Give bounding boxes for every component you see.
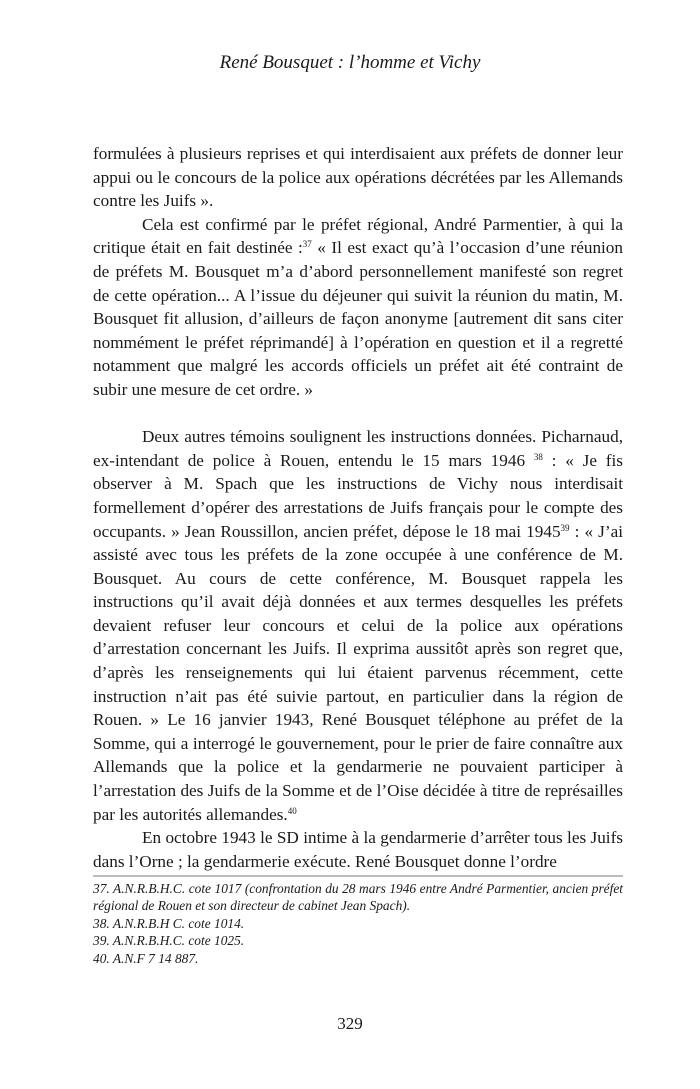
page-number: 329	[337, 1014, 363, 1033]
footnote-ref-39[interactable]: 39	[560, 522, 570, 533]
footnote-ref-38[interactable]: 38	[533, 451, 543, 462]
paragraph-3-text-c: : « J’ai assisté avec tous les préfets de la zone occupée à une conférence de M. Bousquet. Au cours de cette conférence, M. Bousquet rappela les instructions qu’il avait déjà données et aux termes desquelles les préfets devaient refuser leur concours et celui de la police aux opérations d’arrestation concernant les Juifs. Il exprima aussitôt après son regret que, d’après les renseignements qui lui étaient parvenus récemment, cette instruction n’ait pas été suivie partout, en particulier dans la région de Rouen. » Le 16 janvier 1943, René Bousquet téléphone au préfet de la Somme, qui a interrogé le gouvernement, pour le prier de faire connaître aux Allemands que la police et la gendarmerie ne pouvaient participer à l’arrestation des Juifs de la Somme et de l’Oise décidée à titre de représailles par les autorités allemandes.	[93, 521, 623, 824]
paragraph-1-text: formulées à plusieurs reprises et qui interdisaient aux préfets de donner leur appui ou le concours de la police aux opérations décrétées par les Allemands contre les Juifs ».	[93, 144, 623, 211]
footnote-ref-40[interactable]: 40	[287, 805, 297, 816]
paragraph-3	[93, 425, 623, 826]
footnote-38: 38. A.N.R.B.H C. cote 1014.	[93, 915, 245, 931]
paragraph-3-text-b: : « Je fis observer à M. Spach que les instructions de Vichy nous interdisait formellement d’opérer des arrestations de Juifs français pour le compte des occupants. » Jean Roussillon, ancien préfet, dépose le 18 mai 1945	[93, 450, 623, 541]
footnote-ref-37[interactable]: 37	[302, 239, 312, 250]
body-text	[93, 142, 623, 873]
running-head: René Bousquet : l’homme et Vichy	[219, 52, 481, 73]
footnote-40: 40. A.N.F 7 14 887.	[93, 950, 199, 966]
paragraph-3-text-a: Deux autres témoins soulignent les instructions données. Picharnaud, ex-intendant de police à Rouen, entendu le 15 mars 1946	[93, 427, 623, 470]
paragraph-2-text-b: « Il est exact qu’à l’occasion d’une réunion de préfets M. Bousquet m’a d’abord personnellement manifesté son regret de cette opération... A l’issue du déjeuner qui suivit la réunion du matin, M. Bousquet fit allusion, d’ailleurs de façon anonyme [autrement dit sans citer nommément le préfet réprimandé] à l’opération en question et il a regretté notamment que malgré les accords officiels un préfet ait été contraint de subir une mesure de cet ordre. »	[93, 238, 623, 399]
paragraph-2	[93, 213, 623, 402]
paragraph-1	[93, 142, 623, 213]
paragraph-4	[93, 826, 623, 873]
footnotes	[93, 880, 623, 967]
footnote-separator	[93, 875, 623, 877]
footnote-39: 39. A.N.R.B.H.C. cote 1025.	[93, 933, 245, 949]
paragraph-2-text-a: Cela est confirmé par le préfet régional, André Parmentier, à qui la critique était en fait destinée :	[93, 214, 623, 258]
paragraph-4-text: En octobre 1943 le SD intime à la gendarmerie d’arrêter tous les Juifs dans l’Orne ; la gendarmerie exécute. René Bousquet donne l’ordre	[93, 828, 623, 871]
footnote-37: 37. A.N.R.B.H.C. cote 1017 (confrontation du 28 mars 1946 entre André Parmentier, ancien préfet régional de Rouen et son directeur de cabinet Jean Spach).	[93, 881, 623, 914]
